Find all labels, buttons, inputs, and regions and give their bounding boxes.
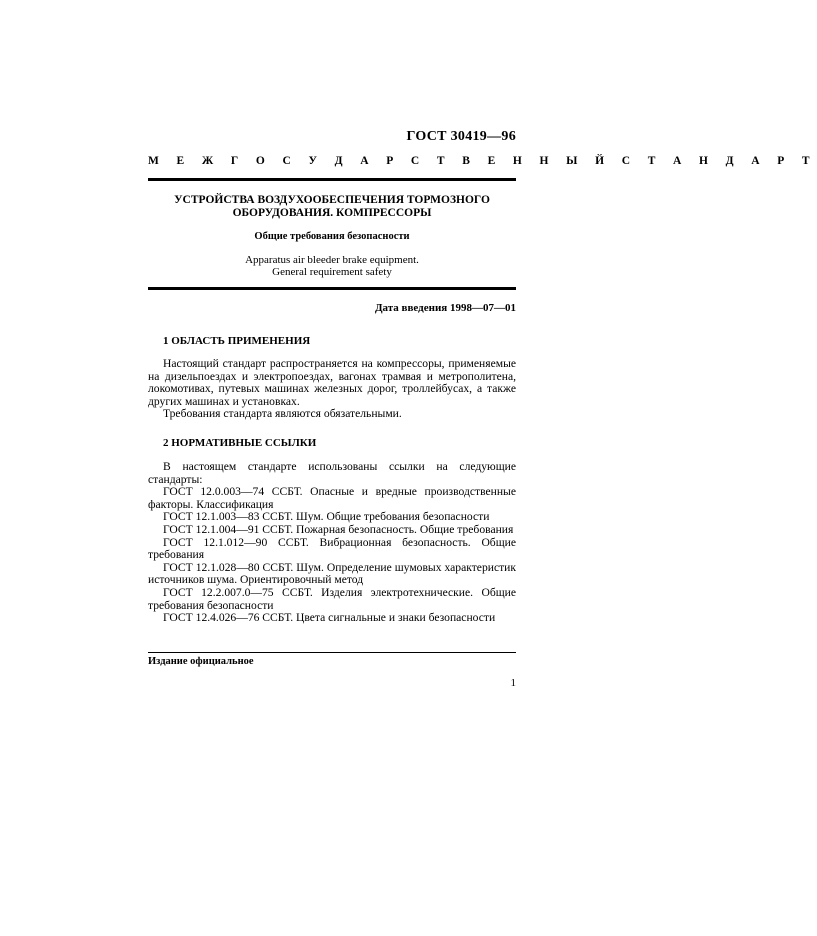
reference-item: ГОСТ 12.0.003—74 ССБТ. Опасные и вредные производственные факторы. Классификация	[148, 485, 516, 511]
paragraph: Настоящий стандарт распространяется на компрессоры, применяемые на дизельпоездах и электропоездах, вагонах трамвая и метрополитена, локомотивах, путевых машинах железных дорог, троллейбусах, а также других машинах и установках.	[148, 357, 516, 408]
header-divider	[148, 178, 516, 181]
reference-item: ГОСТ 12.1.004—91 ССБТ. Пожарная безопасность. Общие требования	[163, 522, 514, 536]
reference-item: ГОСТ 12.1.012—90 ССБТ. Вибрационная безопасность. Общие требования	[148, 535, 516, 562]
reference-item: ГОСТ 12.1.003—83 ССБТ. Шум. Общие требования безопасности	[163, 510, 490, 524]
footer-divider	[148, 652, 516, 653]
reference-item: ГОСТ 12.1.028—80 ССБТ. Шум. Определение шумовых характеристик источников шума. Ориентировочный метод	[148, 560, 516, 587]
paragraph: В настоящем стандарте использованы ссылки на следующие стандарты:	[148, 460, 516, 486]
interstate-standard-label: М Е Ж Г О С У Д А Р С Т В Е Н Н Ы Й С Т А Н Д А Р Т	[148, 155, 817, 167]
reference-item: ГОСТ 12.2.007.0—75 ССБТ. Изделия электротехнические. Общие требования безопасности	[148, 585, 516, 612]
references-list	[148, 461, 516, 625]
english-title-line: Apparatus air bleeder brake equipment.	[245, 254, 419, 266]
document-number: ГОСТ 30419—96	[406, 129, 516, 144]
title-line: ОБОРУДОВАНИЯ. КОМПРЕССОРЫ	[232, 207, 432, 219]
document-subtitle: Общие требования безопасности	[254, 231, 410, 242]
paragraph: Требования стандарта являются обязательными.	[163, 407, 402, 421]
reference-item: ГОСТ 12.4.026—76 ССБТ. Цвета сигнальные и знаки безопасности	[163, 611, 496, 625]
page-number: 1	[510, 677, 516, 689]
section-heading-scope: 1 ОБЛАСТЬ ПРИМЕНЕНИЯ	[163, 335, 311, 347]
english-title	[148, 254, 516, 278]
official-edition-label: Издание официальное	[148, 656, 254, 667]
title-divider	[148, 287, 516, 290]
english-title-line: General requirement safety	[272, 266, 392, 278]
section-body-scope	[148, 358, 516, 421]
title-line: УСТРОЙСТВА ВОЗДУХООБЕСПЕЧЕНИЯ ТОРМОЗНОГО	[174, 194, 490, 206]
document-title	[148, 194, 516, 220]
section-heading-references: 2 НОРМАТИВНЫЕ ССЫЛКИ	[163, 437, 317, 449]
introduction-date: Дата введения 1998—07—01	[374, 302, 516, 314]
